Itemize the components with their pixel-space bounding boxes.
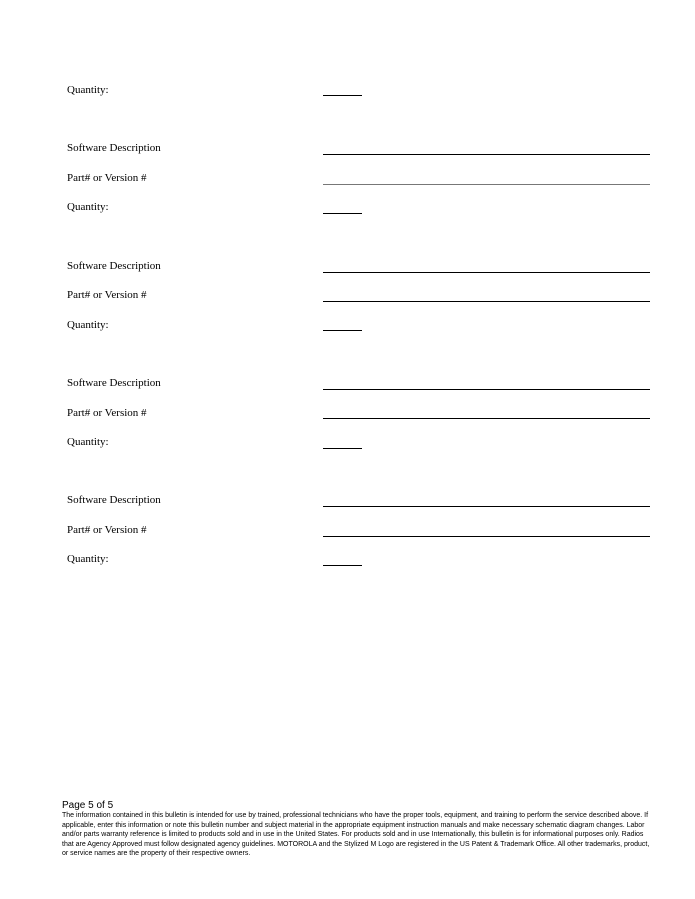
part-version-blank[interactable]	[323, 184, 650, 185]
part-version-blank[interactable]	[323, 418, 650, 419]
software-description-label: Software Description	[67, 142, 161, 154]
quantity-label: Quantity:	[67, 201, 109, 213]
software-description-blank[interactable]	[323, 154, 650, 155]
part-version-blank[interactable]	[323, 536, 650, 537]
quantity-blank[interactable]	[323, 448, 362, 449]
software-description-blank[interactable]	[323, 272, 650, 273]
quantity-blank[interactable]	[323, 330, 362, 331]
part-version-label: Part# or Version #	[67, 289, 147, 301]
quantity-label: Quantity:	[67, 319, 109, 331]
part-version-label: Part# or Version #	[67, 172, 147, 184]
software-description-blank[interactable]	[323, 389, 650, 390]
software-description-label: Software Description	[67, 260, 161, 272]
part-version-blank[interactable]	[323, 301, 650, 302]
part-version-label: Part# or Version #	[67, 524, 147, 536]
quantity-label: Quantity:	[67, 436, 109, 448]
quantity-blank[interactable]	[323, 213, 362, 214]
quantity-blank[interactable]	[323, 95, 362, 96]
page-number: Page 5 of 5	[62, 800, 114, 811]
software-description-blank[interactable]	[323, 506, 650, 507]
software-description-label: Software Description	[67, 494, 161, 506]
quantity-label: Quantity:	[67, 553, 109, 565]
quantity-label: Quantity:	[67, 84, 109, 96]
part-version-label: Part# or Version #	[67, 407, 147, 419]
legal-disclaimer: The information contained in this bulletin is intended for use by trained, professional technicians who have the proper tools, equipment, and training to perform the service described above. If applicable, enter this information or note this bulletin number and subject material in the appropriate equipment instruction manuals and make necessary schematic diagram changes. Labor and/or parts warranty reference is limited to products sold and in use in the United States. For products sold and in use Internationally, this bulletin is for informational purposes only. Radios that are Agency Approved must follow designated agency guidelines. MOTOROLA and the Stylized M Logo are registered in the US Patent & Trademark Office. All other trademarks, product, or service names are the property of their respective owners.	[62, 812, 650, 857]
software-description-label: Software Description	[67, 377, 161, 389]
page-footer	[62, 800, 657, 859]
quantity-blank[interactable]	[323, 565, 362, 566]
